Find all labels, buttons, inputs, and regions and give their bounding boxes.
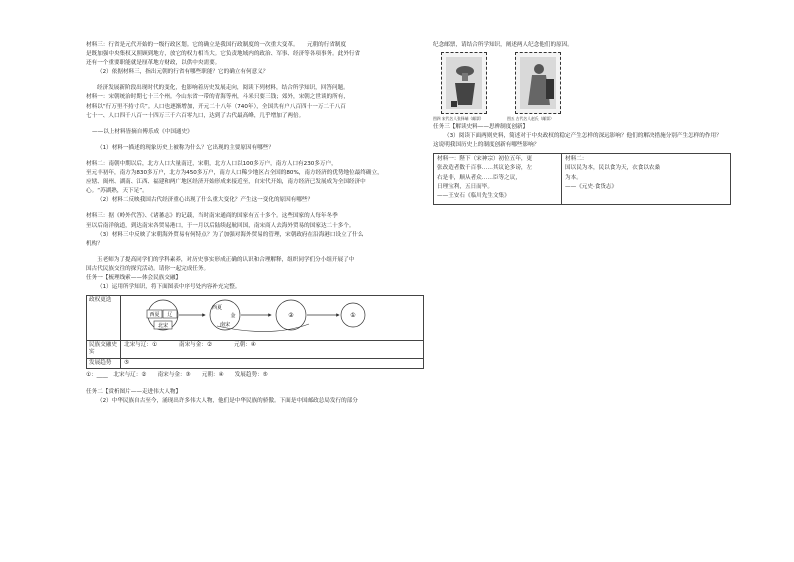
- yuan-line-1: 材料二：: [565, 156, 588, 163]
- cell-trend: ⑤: [124, 359, 130, 366]
- exchange-cells: [121, 341, 423, 358]
- activity-intro-1: 玉老师为了提高同学们的学科素养，对历史事实形成正确的认识和合理解释，组织同学们分小组开展了中: [97, 256, 355, 263]
- material-3b-line-1: 材料三：据《岭外代答》、《诸蕃志》的记载，当时南宋通商的国家有五十多个。这些国家的人每年冬季: [86, 213, 338, 220]
- label-nansong: 南宋: [219, 321, 231, 328]
- yuan-line-2: 国以民为本，民以食为天，衣食以农桑: [565, 165, 661, 172]
- question-3b-line-1: （3）材料三中反映了宋朝海外贸易有何特点？为了加强对海外贸易的管理，宋朝政府在沿海港口设立了什么: [97, 231, 364, 238]
- dynasty-diagram: [121, 296, 423, 340]
- flow-row-head-regimes: 政权更迭: [87, 296, 121, 340]
- stamp-intro-line: 纪念邮票，请结合所学知识，阐述两人纪念他们的原因。: [433, 42, 573, 48]
- stamp-gallery: [433, 52, 731, 124]
- label-xixia-2: 西夏: [211, 304, 223, 311]
- task-1-question: （1）运用所学知识，将下面图表中序号处内容补充完整。: [97, 284, 241, 291]
- stamp-1-portrait: [446, 57, 482, 109]
- task-3-question-1: （3）阅读下面两则史料，简述对于中央政权的稳定产生怎样的深远影响？他们的解决措施分别产生怎样的作用？: [444, 132, 722, 139]
- stamp-2: [515, 52, 561, 114]
- question-3a: （2）依据材料三，指出元朝的行省有哪些职能？它的确立有何意义？: [97, 69, 269, 76]
- group-liao-song: [147, 300, 178, 330]
- left-column: [86, 42, 424, 407]
- material-3-line-1: 材料三：行省是元代开始的一级行政区划。它的确立是我国行政制度的一次重大变革。 元朝的行省制度: [86, 42, 347, 48]
- material-2-line-4: 心。“苏湖熟，天下足”。: [86, 188, 148, 195]
- group-circle-1: [341, 303, 365, 327]
- right-column: [433, 42, 731, 205]
- yuan-source: ——《元史·食货志》: [565, 183, 618, 190]
- stamp-1: [441, 52, 487, 114]
- wang-line-1: 材料一：陛下（宋神宗）初位五年，更: [437, 156, 533, 163]
- material-wang-anshi: [434, 154, 562, 203]
- stamp-1-caption: 图四 宋代名人张择端（邮票）: [433, 115, 484, 121]
- material-3-line-3: 还有一个重要职能就是厘革地方财政，以供中央需要。: [86, 60, 221, 67]
- materials-table: [433, 153, 731, 204]
- yuan-line-3: 为本。: [565, 174, 582, 181]
- wang-line-2: 张改造者数千百事……其议论多谤，左: [437, 165, 533, 172]
- material-3b-line-2: 至以后南洋航道，到达南宋各贸易港口，于一月以后陆续起航回国，南宋商人去海外贸易的国家达二十多个。: [86, 222, 355, 229]
- task-2-title: 任务二【赏析图片——走进伟大人物】: [86, 388, 182, 395]
- stamp-2-caption: 图五 古代名人赵氏（邮票）: [507, 115, 554, 121]
- label-jin: 金: [230, 312, 236, 319]
- task-3-title: 任务三【解读史料——思辨制度创新】: [433, 123, 529, 130]
- task-2-question: （2）中华民族自古至今，涌现出许多伟大人物，他们是中华民族的骄傲。下面是中国邮政总局发行的部分: [97, 397, 358, 404]
- material-2-line-3: 应辖、闽州、湖南、江西、福建和两广地区经济开始形成来接近至，自宋代开始，南方经济已发展成为全国经济中: [86, 179, 366, 186]
- wang-source: ——王安石《临川先生文集》: [437, 192, 510, 199]
- task-1-title: 任务一【梳理线索——体会民族交融】: [86, 274, 182, 281]
- material-1-line-2: 材料以“行万里不持寸兵”。人口也逐渐增加，开元二十八年（740年），全国共有户八百四十一万二千八百: [86, 103, 346, 110]
- answer-fill-line: ①：____ 北宋与辽：② 南宋与金：③ 元朝：④ 发展趋势：⑤: [86, 372, 268, 379]
- question-3b-line-2: 机构？: [86, 240, 103, 247]
- label-beisong: 北宋: [157, 322, 169, 329]
- activity-intro-2: 国古代民族交往的探究活动。请你一起完成任务。: [86, 265, 210, 272]
- wang-line-4: 日理宝利，五日而毕。: [437, 183, 493, 190]
- cell-song-liao: 北宋与辽：①: [124, 341, 157, 348]
- label-liao: 辽: [167, 311, 173, 318]
- material-2-line-1: 材料二：南朝中期以后，北方人口大量南迁，宋朝，北方人口以100多万户，南方人口有230多万户，: [86, 160, 337, 167]
- label-circle-2: ②: [288, 311, 294, 319]
- section-intro: 经济发展新阶段出现时代的变化，也影响着历史发展走向，阅读下列材料，结合所学知识，回答问题。: [97, 85, 349, 92]
- material-1-line-1: 材料一：宋朝统治时期七十三个州。今山东省一带的青海等州，斗米只要三钱；郊外，宋朝之世谈的所有，: [86, 94, 349, 101]
- material-2-line-2: 至元丰初年，南方为830多万户，北方为450多万户，南方人口稀少地区占全国的80%，南方经济的优势地位最终确立，: [86, 170, 383, 177]
- stamp-2-portrait: [520, 57, 556, 109]
- flow-row-head-exchange: 民族交融史实: [87, 341, 121, 358]
- wang-line-3: 右是非，顺从者众……臣等之议，: [437, 174, 521, 181]
- cell-song-jin: 南宋与金：②: [178, 341, 212, 348]
- cell-yuan: 元朝：④: [233, 341, 256, 348]
- task-3-question-2: 这说明我国历史上的制度创新有哪些影响？: [433, 141, 540, 148]
- flow-row-head-trend: 发展趋势: [87, 359, 121, 369]
- question-2: （2）材料二反映我国古代经济重心出现了什么重大变化？产生这一变化的原因有哪些？: [97, 197, 314, 204]
- group-jin-song: [210, 300, 240, 330]
- material-1-line-3: 七十一、人口四千八百一十四万三千六百零九口，达到了古代最高峰，几乎增加了两倍。: [86, 112, 305, 119]
- label-xixia-1: 西夏: [149, 311, 160, 318]
- source-citation: ——以上材料皆摘自傅乐成《中国通史》: [92, 128, 193, 135]
- label-circle-1: ①: [350, 311, 356, 319]
- material-yuanshi: [562, 154, 730, 203]
- material-3-line-2: 是既加强中央集权又照顾到地方，放它的权力相当大。它负责地域内的政治、军事、经济等各项事务。此外行省: [86, 51, 361, 58]
- group-circle-2: [276, 300, 306, 330]
- curve-1: [217, 324, 309, 332]
- question-1: （1）材料一描述的现象历史上被称为什么？它出现的主要原因有哪些？: [97, 144, 274, 151]
- dynasty-flow-table: [86, 295, 424, 370]
- dynasty-diagram-svg: [121, 296, 421, 340]
